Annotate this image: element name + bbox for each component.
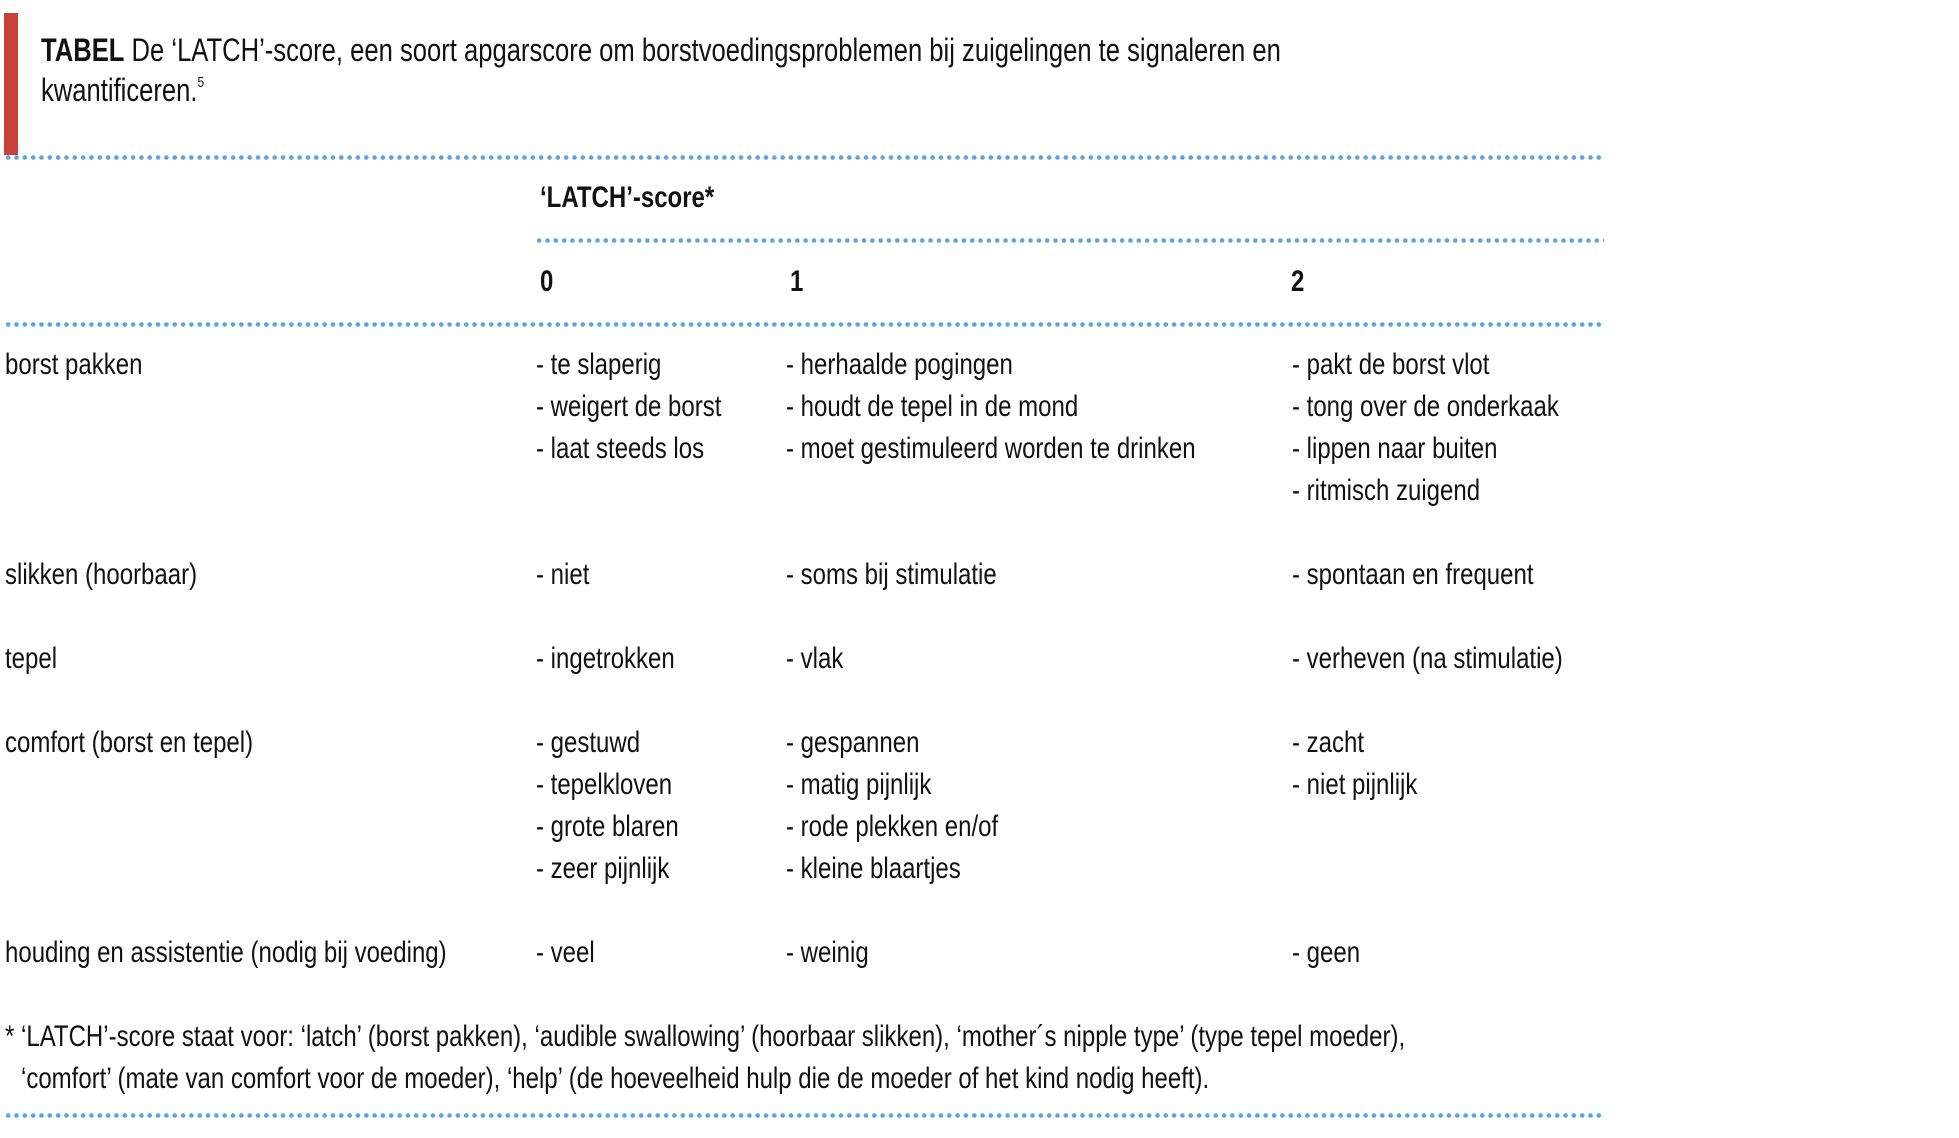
table-cell-score-0: [536, 722, 714, 890]
column-header-score-0: 0: [540, 265, 554, 298]
list-item: - zeer pijnlijk: [536, 852, 670, 885]
footnote-line-1: * ‘LATCH’-score staat voor: ‘latch’ (borst pakken), ‘audible swallowing’ (hoorbaar slikken), ‘mother´s nipple type’ (type tepel moeder),: [5, 1020, 1406, 1053]
list-item: - tepelkloven: [536, 768, 673, 801]
table-cell-score-2: [1292, 932, 1377, 974]
list-item: - pakt de borst vlot: [1292, 348, 1490, 381]
caption-reference: 5: [197, 74, 205, 91]
table-cell-score-1: [786, 344, 1298, 470]
list-item: - te slaperig: [536, 348, 662, 381]
list-item: - gespannen: [786, 726, 920, 759]
table-cell-score-1: [786, 722, 1051, 890]
column-header-score-1: 1: [790, 265, 804, 298]
latch-score-header: ‘LATCH’-score*: [540, 181, 715, 214]
table-caption-line-1: [41, 30, 1281, 70]
list-item: - laat steeds los: [536, 432, 705, 465]
table-cell-score-2: [1292, 638, 1630, 680]
caption-label: TABEL: [41, 32, 125, 68]
list-item: - weigert de borst: [536, 390, 722, 423]
table-cell-score-0: [536, 638, 709, 680]
list-item: - rode plekken en/of: [786, 810, 999, 843]
list-item: - ingetrokken: [536, 642, 675, 675]
list-item: - moet gestimuleerd worden te drinken: [786, 432, 1196, 465]
table-cell-score-1: [786, 554, 1049, 596]
table-row-label: borst pakken: [5, 348, 143, 381]
list-item: - herhaalde pogingen: [786, 348, 1013, 381]
list-item: - verheven (na stimulatie): [1292, 642, 1563, 675]
caption-text: De ‘LATCH’-score, een soort apgarscore om borstvoedingsproblemen bij zuigelingen te signaleren en: [124, 32, 1281, 68]
list-item: - weinig: [786, 936, 869, 969]
list-item: - grote blaren: [536, 810, 679, 843]
list-item: - tong over de onderkaak: [1292, 390, 1559, 423]
table-cell-score-1: [786, 932, 889, 974]
divider-top: [4, 155, 1604, 160]
list-item: - geen: [1292, 936, 1361, 969]
table-cell-score-0: [536, 344, 768, 470]
table-row-label: tepel: [5, 642, 58, 675]
table-row-label: comfort (borst en tepel): [5, 726, 254, 759]
table-cell-score-2: [1292, 344, 1626, 512]
table-row-label: houding en assistentie (nodig bij voeding): [5, 936, 447, 969]
table-cell-score-0: [536, 932, 609, 974]
divider-column-header: [4, 322, 1604, 327]
table-footnote: [5, 1016, 1755, 1100]
footnote-line-2: ‘comfort’ (mate van comfort voor de moeder), ‘help’ (de hoeveelheid hulp die de moeder of het kind nodig heeft).: [21, 1062, 1210, 1095]
list-item: - spontaan en frequent: [1292, 558, 1534, 591]
list-item: - gestuwd: [536, 726, 641, 759]
table-row-label: slikken (hoorbaar): [5, 558, 198, 591]
table-cell-score-2: [1292, 722, 1449, 806]
table-cell-score-1: [786, 638, 858, 680]
list-item: - houdt de tepel in de mond: [786, 390, 1079, 423]
list-item: - matig pijnlijk: [786, 768, 932, 801]
list-item: - niet: [536, 558, 590, 591]
table-cell-score-0: [536, 554, 603, 596]
list-item: - zacht: [1292, 726, 1365, 759]
divider-group-header: [535, 238, 1604, 243]
list-item: - niet pijnlijk: [1292, 768, 1418, 801]
caption-text-2: kwantificeren.: [41, 72, 198, 108]
list-item: - vlak: [786, 642, 844, 675]
list-item: - lippen naar buiten: [1292, 432, 1498, 465]
divider-bottom: [4, 1113, 1604, 1118]
list-item: - kleine blaartjes: [786, 852, 961, 885]
accent-bar: [4, 13, 18, 155]
table-cell-score-2: [1292, 554, 1594, 596]
column-header-score-2: 2: [1291, 265, 1305, 298]
list-item: - ritmisch zuigend: [1292, 474, 1481, 507]
table-caption-line-2: [41, 70, 204, 110]
list-item: - veel: [536, 936, 595, 969]
list-item: - soms bij stimulatie: [786, 558, 997, 591]
